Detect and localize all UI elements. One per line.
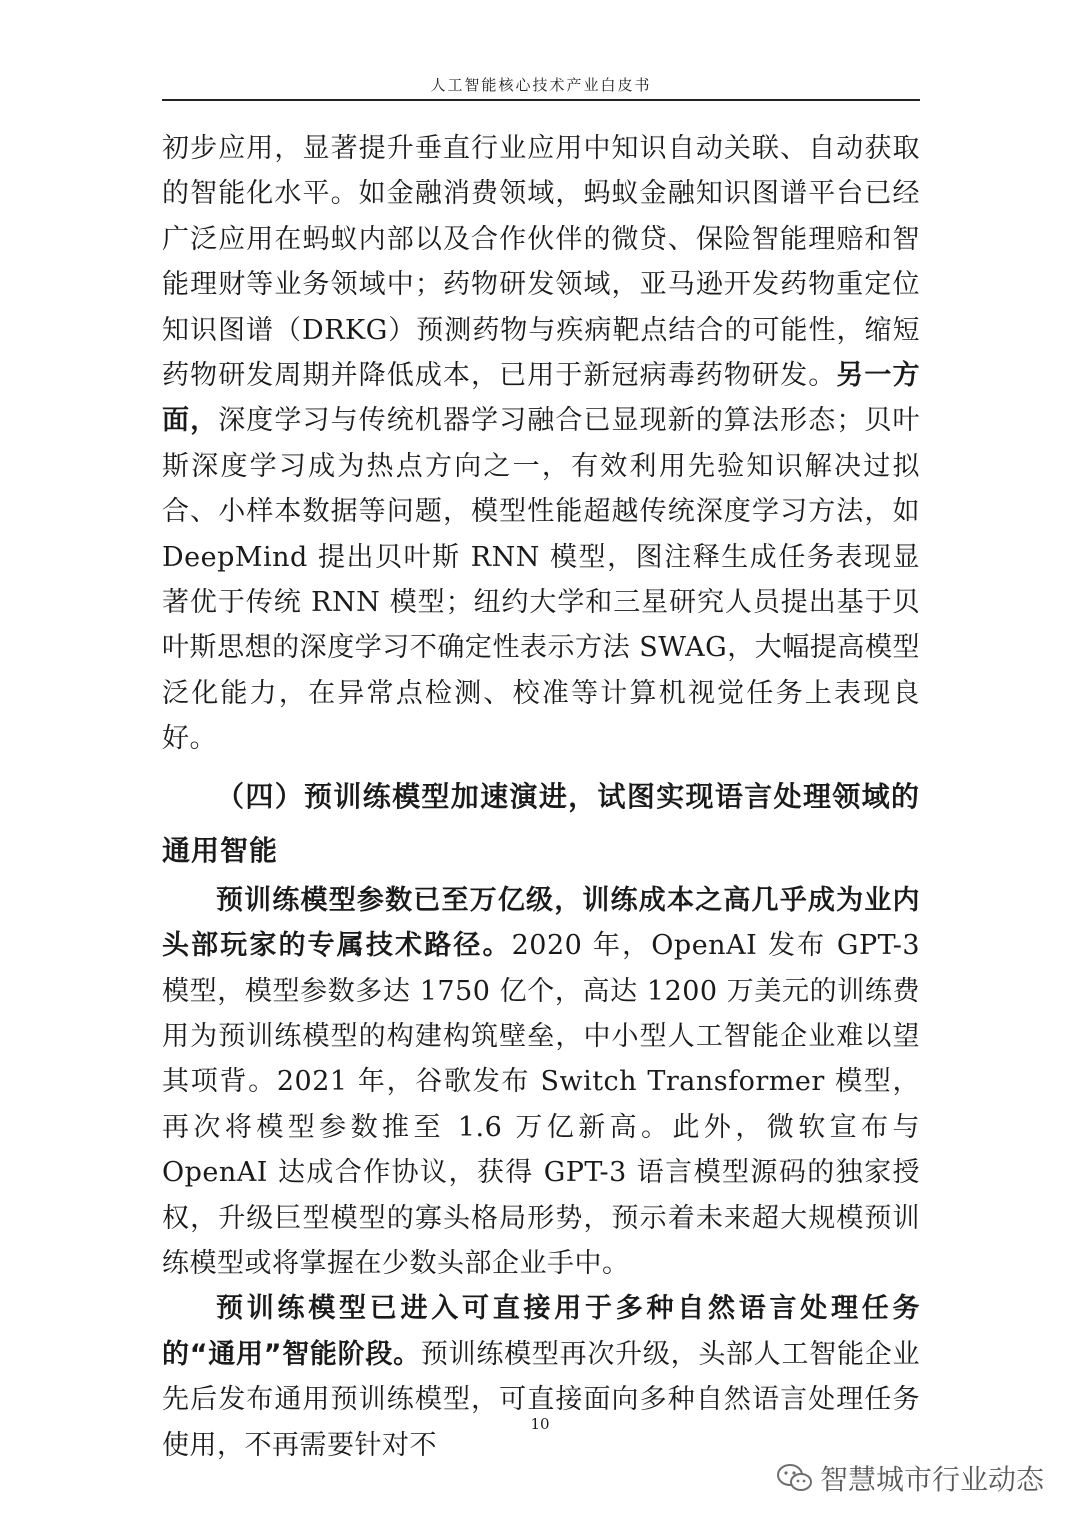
section-heading: （四）预训练模型加速演进，试图实现语言处理领域的通用智能: [162, 779, 920, 867]
bold-lead-sentence: 预训练模型参数已至万亿级，训练成本之高几乎成为业内头部玩家的专属技术路径。: [162, 884, 920, 962]
paragraph-text: 预训练模型再次升级，头部人工智能企业先后发布通用预训练模型，可直接面向多种自然语言处理任务使用，不再需要针对不: [162, 1338, 920, 1461]
watermark-text: 智慧城市行业动态: [819, 1463, 1044, 1496]
bold-lead-sentence: 预训练模型已进入可直接用于多种自然语言处理任务的“通用”智能阶段。: [162, 1293, 920, 1370]
bold-lead-phrase: 另一方面，: [162, 360, 921, 437]
running-header: 人工智能核心技术产业白皮书: [430, 76, 652, 94]
page-number: 10: [530, 1415, 550, 1433]
wechat-icon: [776, 1462, 814, 1494]
page-content: [162, 126, 920, 1468]
watermark: [776, 1458, 1044, 1498]
paragraph-text: 2020 年，OpenAI 发布 GPT-3 模型，模型参数多达 1750 亿个，高达 1200 万美元的训练费用为预训练模型的构建构筑壁垒，中小型人工智能企业难以望其项背。2021 年，谷歌发布 Switch Transformer 模型，再次将模型参数推至 1.6 万亿新高。此外，微软宣布与 OpenAI 达成合作协议，获得 GPT-3 语言模型源码的独家授权，升级巨型模型的寡头格局形势，预示着未来超大规模预训练模型或将掌握在少数头部企业手中。: [162, 930, 920, 1279]
header-rule: [162, 99, 920, 101]
paragraph-knowledge-graph: [162, 126, 920, 762]
paragraph-text: 初步应用，显著提升垂直行业应用中知识自动关联、自动获取的智能化水平。如金融消费领域，蚂蚁金融知识图谱平台已经广泛应用在蚂蚁内部以及合作伙伴的微贷、保险智能理赔和智能理财等业务领域中；药物研发领域，亚马逊开发药物重定位知识图谱（DRKG）预测药物与疾病靶点结合的可能性，缩短药物研发周期并降低成本，已用于新冠病毒药物研发。: [162, 133, 920, 392]
paragraph-text: 深度学习与传统机器学习融合已显现新的算法形态；贝叶斯深度学习成为热点方向之一，有效利用先验知识解决过拟合、小样本数据等问题，模型性能超越传统深度学习方法，如 DeepMind 提出贝叶斯 RNN 模型，图注释生成任务表现显著优于传统 RNN 模型；纽约大学和三星研究人员提出基于贝叶斯思想的深度学习不确定性表示方法 SWAG，大幅提高模型泛化能力，在异常点检测、校准等计算机视觉任务上表现良好。: [162, 405, 921, 755]
paragraph-pretrained-params: [162, 878, 920, 1287]
paragraph-general-intelligence: [162, 1286, 920, 1468]
